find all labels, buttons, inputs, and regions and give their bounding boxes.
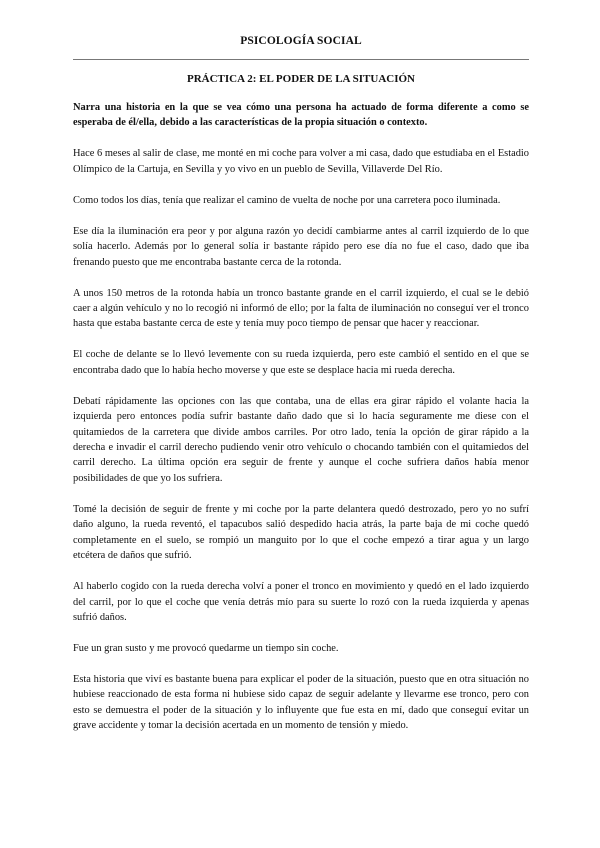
paragraph-3: Ese día la iluminación era peor y por alguna razón yo decidí cambiarme antes al carril izquierdo de lo que solía hacerlo. Además por lo general solía ir bastante rápido pero ese día no fue el caso, dado que iba frenando puesto que me encontraba bastante cerca de la rotonda. <box>73 225 529 268</box>
paragraph-7: Tomé la decisión de seguir de frente y mi coche por la parte delantera quedó destrozado, pero yo no sufrí daño alguno, la rueda reventó, el tapacubos salió despedido hacia atrás, la parte baja de mi coche quedó completamente en el suelo, se rompió un manguito por lo que el coche empezó a tirar agua y un largo etcétera de daños que sufrió. <box>73 503 529 562</box>
paragraph-9: Fue un gran susto y me provocó quedarme un tiempo sin coche. <box>73 642 339 654</box>
paragraph-10: Esta historia que viví es bastante buena para explicar el poder de la situación, puesto que en otra situación no hubiese reaccionado de esta forma ni hubiese sido capaz de seguir adelante y llevarme ese tronco, pero con esto se demuestra el poder de la situación y lo influyente que fue esta en mí, dado que conseguí evitar un grave accidente y tomar la decisión acertada en un momento de tensión y miedo. <box>73 673 529 732</box>
header-title: PSICOLOGÍA SOCIAL <box>240 35 362 47</box>
practice-title: PRÁCTICA 2: EL PODER DE LA SITUACIÓN <box>187 73 415 85</box>
header-divider <box>73 59 529 60</box>
paragraph-4: A unos 150 metros de la rotonda había un tronco bastante grande en el carril izquierdo, el cual se le debió caer a algún vehículo y no lo recogió ni informó de ello; por la falta de iluminación no conseguí ver el tronco hasta que estaba bastante cerca de este y tenía muy poco tiempo de pensar que hacer y reaccionar. <box>73 287 529 330</box>
document-page <box>73 0 529 848</box>
paragraph-6: Debatí rápidamente las opciones con las que contaba, una de ellas era girar rápido el volante hacia la izquierda pero entonces podía sufrir bastante daño dado que si lo hacía seguramente me diese con el quitamiedos de la carretera que divide ambos carriles. Por otro lado, tenía la opción de girar rápido a la derecha e invadir el carril derecho pudiendo venir otro vehículo o chocando también con el quitamiedos del carril derecho. La última opción era seguir de frente y aunque el coche sufriera daños había menor posibilidades de que yo los sufriera. <box>73 395 529 484</box>
document-body <box>73 100 529 749</box>
paragraph-2: Como todos los días, tenía que realizar el camino de vuelta de noche por una carretera poco iluminada. <box>73 194 501 206</box>
paragraph-5: El coche de delante se lo llevó levemente con su rueda izquierda, pero este cambió el sentido en el que se encontraba dado que lo había hecho moverse y que este se desplace hacia mi rueda derecha. <box>73 349 529 376</box>
paragraph-8: Al haberlo cogido con la rueda derecha volví a poner el tronco en movimiento y quedó en el lado izquierdo del carril, por lo que el coche que venía detrás mío para su suerte lo rozó con la rueda izquierda y apenas sufrió daños. <box>73 581 529 623</box>
paragraph-1: Hace 6 meses al salir de clase, me monté en mi coche para volver a mi casa, dado que estudiaba en el Estadio Olímpico de la Cartuja, en Sevilla y yo vivo en un pueblo de Sevilla, Villaverde Del Río. <box>73 148 529 175</box>
assignment-prompt: Narra una historia en la que se vea cómo una persona ha actuado de forma diferente a como se esperaba de él/ella, debido a las características de la propia situación o contexto. <box>73 102 529 129</box>
